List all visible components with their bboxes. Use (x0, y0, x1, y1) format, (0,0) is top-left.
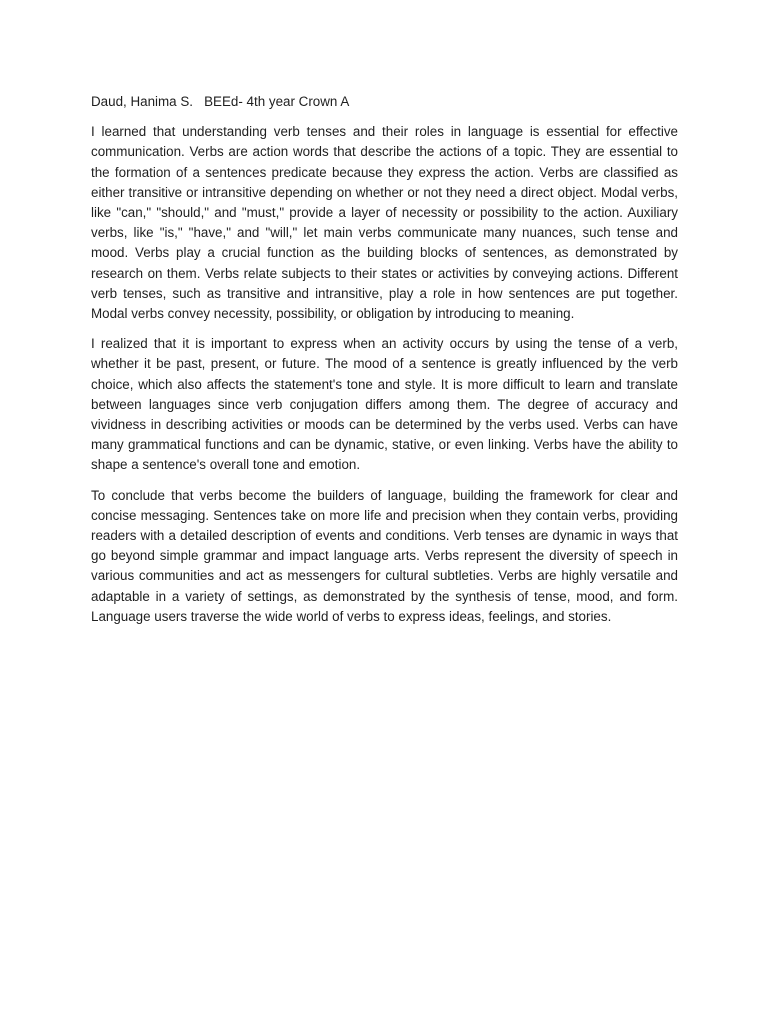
document-body (91, 92, 678, 637)
paragraph-1: I learned that understanding verb tenses and their roles in language is essential for effective communication. Verbs are action words that describe the actions of a topic. They are essential to the formation of a sentences predicate because they express the action. Verbs are classified as either transitive or intransitive depending on whether or not they need a direct object. Modal verbs, like "can," "should," and "must," provide a layer of necessity or possibility to the action. Auxiliary verbs, like "is," "have," and "will," let main verbs communicate many nuances, such tense and mood. Verbs play a crucial function as the building blocks of sentences, as demonstrated by research on them. Verbs relate subjects to their states or activities by conveying actions. Different verb tenses, such as transitive and intransitive, play a role in how sentences are put together. Modal verbs convey necessity, possibility, or obligation by introducing to meaning. (91, 124, 678, 322)
paragraph-3: To conclude that verbs become the builders of language, building the framework for clear and concise messaging. Sentences take on more life and precision when they contain verbs, providing readers with a detailed description of events and conditions. Verb tenses are dynamic in ways that go beyond simple grammar and impact language arts. Verbs represent the diversity of speech in various communities and act as messengers for cultural subtleties. Verbs are highly versatile and adaptable in a variety of settings, as demonstrated by the synthesis of tense, mood, and form. Language users traverse the wide world of verbs to express ideas, feelings, and stories. (91, 487, 678, 624)
author-header: Daud, Hanima S. BEEd- 4th year Crown A (91, 94, 350, 109)
paragraph-2: I realized that it is important to express when an activity occurs by using the tense of a verb, whether it be past, present, or future. The mood of a sentence is greatly influenced by the verb choice, which also affects the statement's tone and style. It is more difficult to learn and translate between languages since verb conjugation differs among them. The degree of accuracy and vividness in describing activities or moods can be determined by the verbs used. Verbs can have many grammatical functions and can be dynamic, stative, or even linking. Verbs have the ability to shape a sentence's overall tone and emotion. (91, 336, 678, 473)
